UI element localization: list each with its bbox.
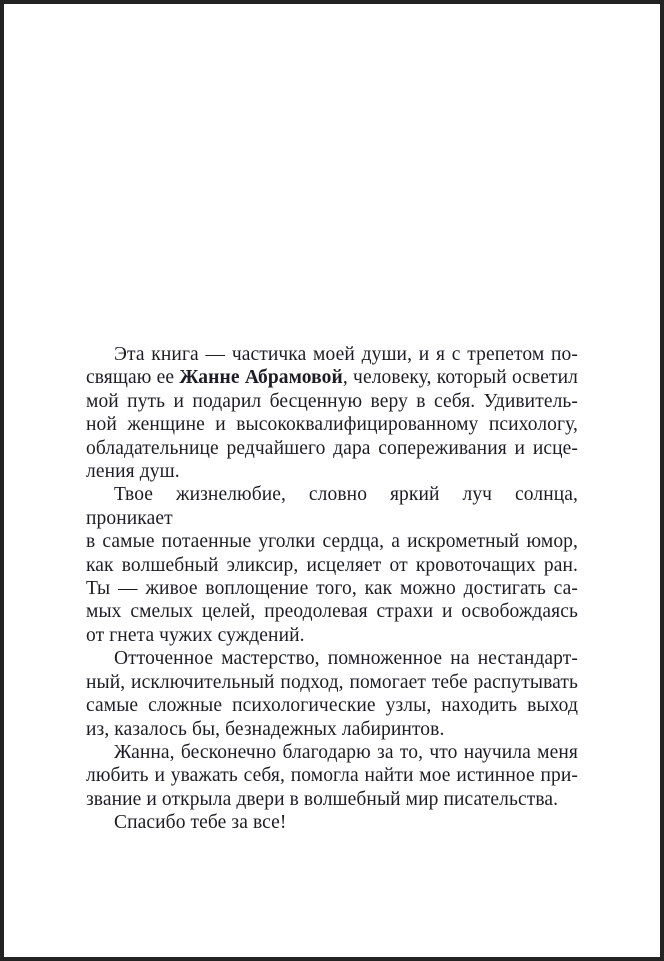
text-line: из, казалось бы, безнадежных лабиринтов. <box>86 718 445 740</box>
text-line: мых смелых целей, преодолевая страхи и освобождаясь <box>86 601 578 623</box>
paragraph-2 <box>86 483 578 647</box>
text-segment: , человеку, который осветил <box>342 367 578 389</box>
paragraph-5 <box>86 811 578 834</box>
paragraph-1 <box>86 343 578 483</box>
text-line: мой путь и подарил бесценную веру в себя. Удивитель- <box>86 390 578 412</box>
text-line: ный, исключительный подход, помогает тебе распутывать <box>86 671 578 693</box>
text-line <box>86 366 578 389</box>
text-line: Ты — живое воплощение того, как можно достигать са- <box>86 578 578 600</box>
text-line: Отточенное мастерство, помноженное на нестандарт- <box>114 648 578 670</box>
text-line: Спасибо тебе за все! <box>114 812 287 834</box>
dedication-text <box>86 343 578 835</box>
paragraph-4 <box>86 741 578 811</box>
paragraph-3 <box>86 647 578 741</box>
text-line: ной женщине и высококвалифицированному психологу, <box>86 414 578 436</box>
text-line: Эта книга — частичка моей души, и я с трепетом по- <box>114 344 578 365</box>
text-line: от гнета чужих суждений. <box>86 624 305 646</box>
text-line: звание и открыла двери в волшебный мир писательства. <box>86 788 559 810</box>
text-line: любить и уважать себя, помогла найти мое истинное при- <box>86 765 578 787</box>
text-line: ления душ. <box>86 461 180 483</box>
text-line: Твое жизнелюбие, словно яркий луч солнца, проникает <box>86 484 578 529</box>
text-segment: свящаю ее <box>86 367 180 389</box>
text-line: Жанна, бесконечно благодарю за то, что научила меня <box>114 741 578 763</box>
text-line: как волшебный эликсир, исцеляет от кровоточащих ран. <box>86 554 578 576</box>
text-line: в самые потаенные уголки сердца, а искрометный юмор, <box>86 531 578 553</box>
text-line: обладательнице редчайшего дара сопереживания и исце- <box>86 437 578 459</box>
text-line: самые сложные психологические узлы, находить выход <box>86 695 578 717</box>
dedicatee-name: Жанне Абрамовой <box>179 367 343 389</box>
